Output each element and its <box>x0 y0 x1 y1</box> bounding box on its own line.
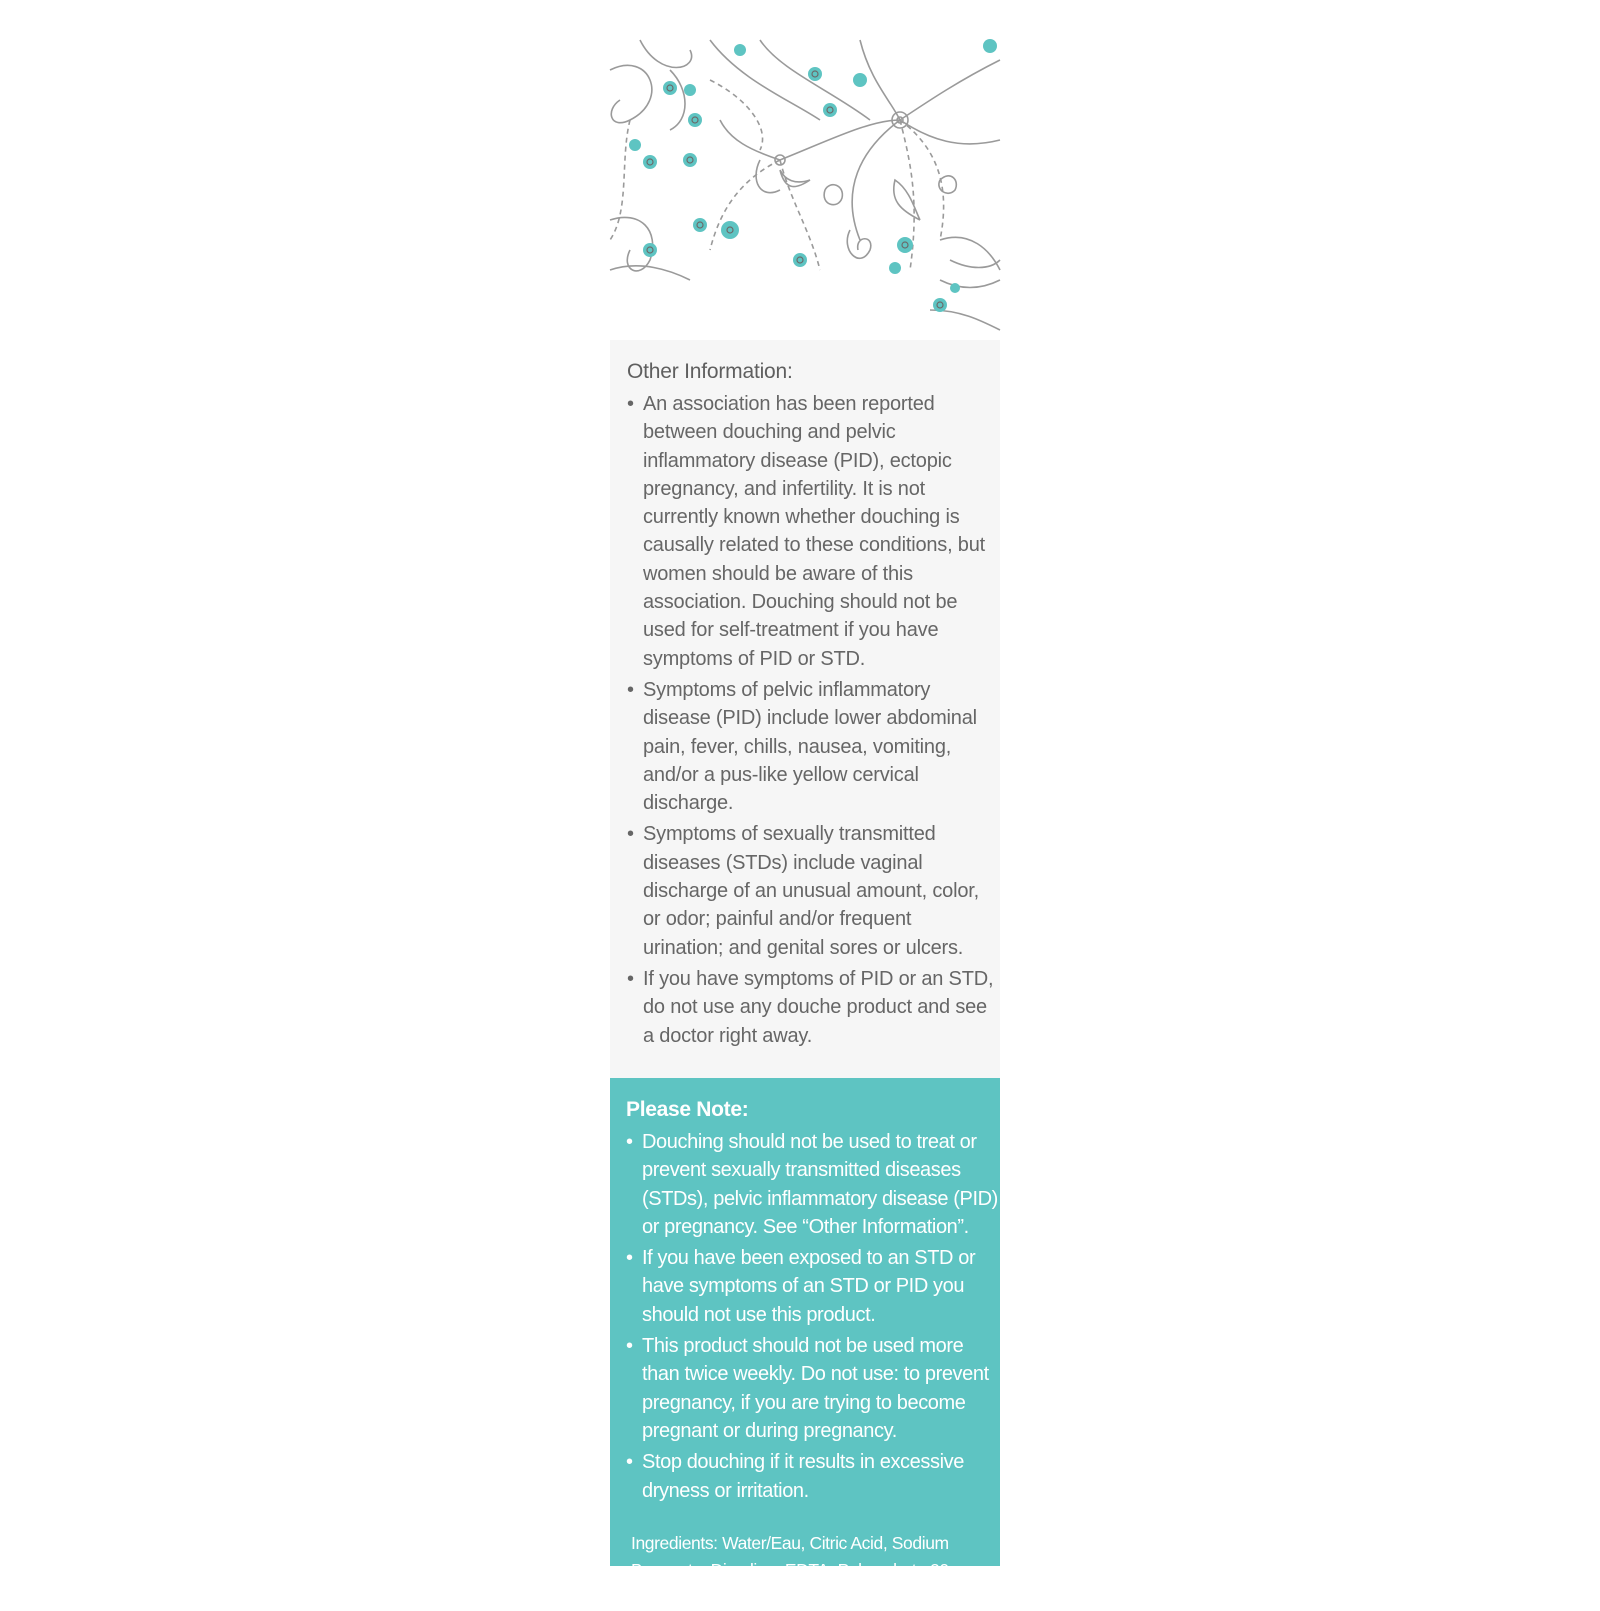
bullet: • <box>626 1451 633 1474</box>
please-note-list <box>626 1128 998 1508</box>
list-item: • Douching should not be used to treat or prevent sexually transmitted diseases (STDs), pelvic inflammatory disease (PID) or pregnancy. See “Other Information”. <box>626 1128 998 1241</box>
list-item: • Symptoms of sexually transmitted diseases (STDs) include vaginal discharge of an unusual amount, color, or odor; painful and/or frequent urination; and genital sores or ulcers. <box>627 820 995 961</box>
please-note-section <box>610 1078 1000 1607</box>
bullet: • <box>627 678 634 701</box>
list-item: • Symptoms of pelvic inflammatory disease (PID) include lower abdominal pain, fever, chills, nausea, vomiting, and/or a pus-like yellow cervical discharge. <box>627 676 995 817</box>
please-note-heading: Please Note: <box>626 1098 749 1121</box>
bullet: • <box>627 393 634 415</box>
list-item: • If you have been exposed to an STD or have symptoms of an STD or PID you should not use this product. <box>626 1244 998 1329</box>
list-item: • Stop douching if it results in excessive dryness or irritation. <box>626 1448 998 1505</box>
list-item: • This product should not be used more than twice weekly. Do not use: to prevent pregnancy, if you are trying to become pregnant or during pregnancy. <box>626 1332 998 1445</box>
list-item: • An association has been reported between douching and pelvic inflammatory disease (PID), ectopic pregnancy, and infertility. It is not currently known whether douching is causally related to these conditions, but women should be aware of this association. Douching should not be used for self-treatment if you have symptoms of PID or STD. <box>627 390 995 673</box>
bullet: • <box>627 967 634 990</box>
bullet: • <box>626 1131 633 1153</box>
list-item: • If you have symptoms of PID or an STD, do not use any douche product and see a doctor right away. <box>627 965 995 1050</box>
bullet: • <box>627 823 634 846</box>
other-information-section <box>610 340 1000 1078</box>
product-label-panel <box>610 40 1000 1607</box>
bullet: • <box>626 1247 633 1270</box>
other-information-heading: Other Information: <box>627 360 793 383</box>
ingredients-text: Ingredients: Water/Eau, Citric Acid, Sodium Benzoate, Disodium EDTA, Polysorbate 20, Fragrance/Parfum <box>631 1533 954 1607</box>
floral-swirl-icon <box>610 40 1000 340</box>
bullet: • <box>626 1335 633 1358</box>
other-information-list <box>627 390 995 1053</box>
